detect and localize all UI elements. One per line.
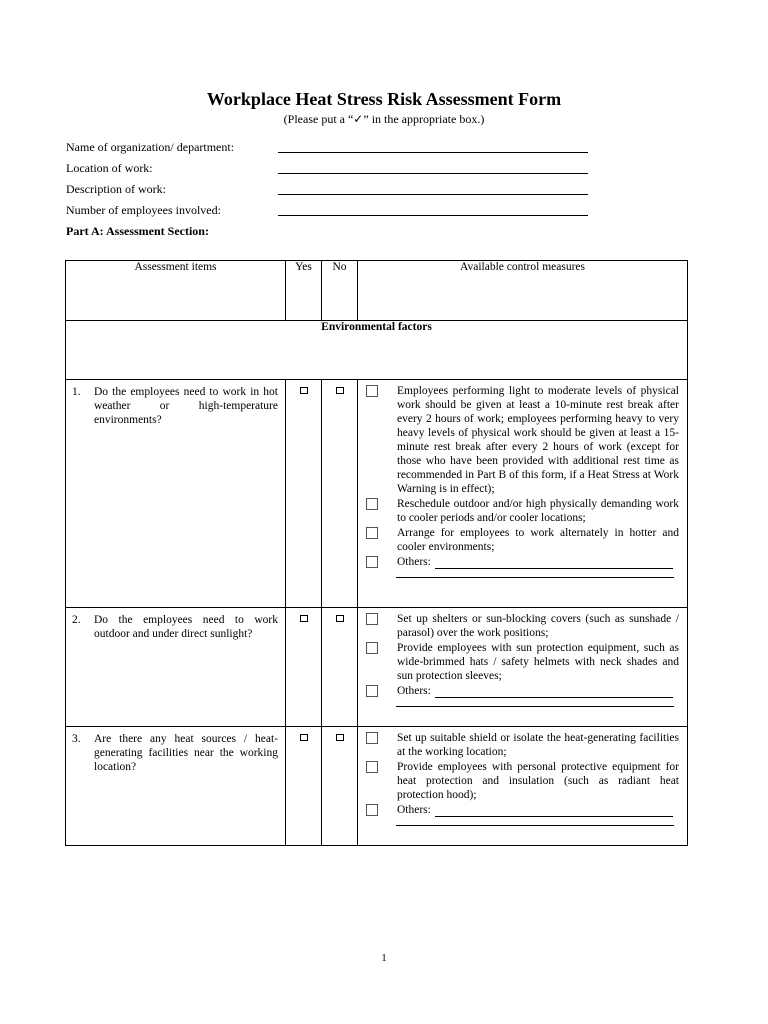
form-title: Workplace Heat Stress Risk Assessment Form [206, 89, 562, 109]
field-line-location[interactable] [278, 173, 588, 174]
measure-text: Provide employees with personal protective equipment for heat protection and insulation (such as radiant heat protection hood); [397, 761, 679, 801]
yes-checkbox[interactable] [300, 734, 308, 741]
field-line-employees[interactable] [278, 215, 588, 216]
measure-checkbox[interactable] [366, 732, 378, 744]
no-checkbox[interactable] [336, 734, 344, 741]
others-line-continued[interactable] [396, 571, 674, 578]
measure-checkbox[interactable] [366, 642, 378, 654]
others-line-continued[interactable] [396, 700, 674, 707]
yes-cell [286, 608, 322, 727]
measure-text: Reschedule outdoor and/or high physically demanding work to cooler periods and/or cooler locations; [397, 498, 679, 524]
measure-checkbox[interactable] [366, 761, 378, 773]
yes-cell [286, 727, 322, 846]
item-question: Are there any heat sources / heat-generating facilities near the working location? [94, 733, 278, 773]
yes-checkbox[interactable] [300, 615, 308, 622]
no-checkbox[interactable] [336, 615, 344, 622]
header-control-measures: Available control measures [358, 261, 688, 321]
section-environmental-factors: Environmental factors [66, 321, 688, 380]
control-measure-others [366, 684, 679, 698]
item-number: 3. [72, 733, 81, 745]
no-cell [322, 380, 358, 608]
control-measures-cell [358, 727, 688, 846]
control-measures-cell [358, 608, 688, 727]
control-measure [366, 526, 679, 554]
others-line[interactable] [435, 805, 673, 817]
measure-text: Arrange for employees to work alternately in hotter and cooler environments; [397, 527, 679, 553]
measure-checkbox[interactable] [366, 498, 378, 510]
field-label-employees: Number of employees involved: [66, 203, 221, 217]
control-measure [366, 612, 679, 640]
measure-checkbox[interactable] [366, 613, 378, 625]
yes-cell [286, 380, 322, 608]
part-a-heading: Part A: Assessment Section: [66, 224, 209, 238]
header-yes: Yes [286, 261, 322, 321]
section-row [66, 321, 688, 380]
assessment-item [66, 608, 286, 727]
no-cell [322, 608, 358, 727]
field-line-organization[interactable] [278, 152, 588, 153]
form-subtitle: (Please put a “✓” in the appropriate box.) [283, 112, 485, 126]
others-checkbox[interactable] [366, 804, 378, 816]
header-assessment-items: Assessment items [66, 261, 286, 321]
control-measures-cell [358, 380, 688, 608]
no-checkbox[interactable] [336, 387, 344, 394]
item-number: 2. [72, 614, 81, 626]
control-measure [366, 760, 679, 802]
assessment-item [66, 727, 286, 846]
others-checkbox[interactable] [366, 685, 378, 697]
field-label-description: Description of work: [66, 182, 166, 196]
others-line[interactable] [435, 557, 673, 569]
measure-text: Employees performing light to moderate levels of physical work should be given at least a 10-minute rest break after every 2 hours of work; employees performing heavy to very heavy levels of physical work should be given at least a 15-minute rest break after every 2 hours of work (except for those who have been provided with additional rest time as recommended in Part B of this form, if a Heat Stress at Work Warning is in effect); [397, 385, 679, 495]
others-line-continued[interactable] [396, 819, 674, 826]
table-row [66, 608, 688, 727]
no-cell [322, 727, 358, 846]
control-measure-others [366, 803, 679, 817]
table-row [66, 727, 688, 846]
control-measure [366, 497, 679, 525]
others-label: Others: [397, 556, 431, 568]
field-label-organization: Name of organization/ department: [66, 140, 235, 154]
control-measure [366, 641, 679, 683]
item-number: 1. [72, 386, 81, 398]
field-label-location: Location of work: [66, 161, 153, 175]
measure-checkbox[interactable] [366, 527, 378, 539]
others-label: Others: [397, 804, 431, 816]
others-label: Others: [397, 685, 431, 697]
others-checkbox[interactable] [366, 556, 378, 568]
measure-text: Set up shelters or sun-blocking covers (such as sunshade / parasol) over the work positions; [397, 613, 679, 639]
measure-text: Set up suitable shield or isolate the heat-generating facilities at the working location; [397, 732, 679, 758]
control-measure [366, 731, 679, 759]
field-line-description[interactable] [278, 194, 588, 195]
assessment-table [65, 260, 688, 846]
item-question: Do the employees need to work in hot weather or high-temperature environments? [94, 386, 278, 426]
assessment-item [66, 380, 286, 608]
control-measure-others [366, 555, 679, 569]
control-measure [366, 384, 679, 496]
measure-text: Provide employees with sun protection equipment, such as wide-brimmed hats / safety helmets with neck shades and sun protection sleeves; [397, 642, 679, 682]
table-header-row [66, 261, 688, 321]
table-row [66, 380, 688, 608]
item-question: Do the employees need to work outdoor and under direct sunlight? [94, 614, 278, 640]
page-number: 1 [381, 952, 387, 964]
header-no: No [322, 261, 358, 321]
others-line[interactable] [435, 686, 673, 698]
measure-checkbox[interactable] [366, 385, 378, 397]
yes-checkbox[interactable] [300, 387, 308, 394]
